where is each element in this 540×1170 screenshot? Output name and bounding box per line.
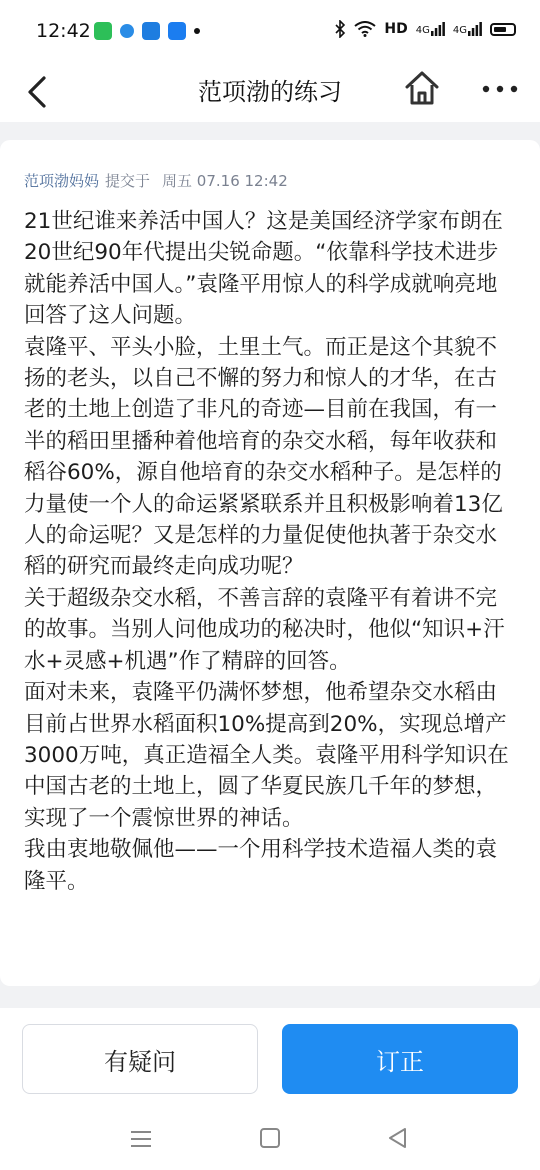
bluetooth-icon [334,20,346,38]
question-button[interactable]: 有疑问 [22,1024,258,1094]
system-navigation-bar [0,1114,540,1170]
system-back-icon[interactable] [386,1126,410,1150]
navigation-bar [0,64,540,122]
status-app-icons [94,22,200,40]
recent-apps-icon[interactable] [130,1130,152,1148]
essay-text: 21世纪谁来养活中国人？这是美国经济学家布朗在20世纪90年代提出尖锐命题。“依靠科学技术进步就能养活中国人。”袁隆平用惊人的科学成就响亮地回答了这人问题。 袁隆平、平头小脸，土里土气。而正是这个其貌不扬的老头，以自己不懈的努力和惊人的才华，在古老的土地上创造了非凡的奇迹—目前在我国，有一半的稻田里播种着他培育的杂交水稻，每年收获和稻谷60%，源自他培育的杂交水稻种子。是怎样的力量使一个人的命运紧紧联系并且积极影响着13亿人的命运呢？又是怎样的力量促使他执著于杂交水稻的研究而最终走向成功呢？ 关于超级杂交水稻，不善言辞的袁隆平有着讲不完的故事。当别人问他成功的秘决时，他似“知识+汗水+灵感+机遇”作了精辟的回答。 面对未来，袁隆平仍满怀梦想，他希望杂交水稻由目前占世界水稻面积10%提高到20%，实现总增产3000万吨，真正造福全人类。袁隆平用科学知识在中国古老的土地上，圆了华夏民族几千年的梦想，实现了一个震惊世界的神话。 我由衷地敬佩他——一个用科学技术造福人类的袁隆平。 [24,209,509,894]
battery-icon [490,23,516,36]
submitter-name: 范项渤妈妈 [24,172,100,190]
signal-bars-icon [431,22,445,36]
home-icon[interactable] [402,68,442,108]
signal-1-label: 4G [415,25,430,36]
status-indicators [334,20,516,38]
signal-bars-icon [468,22,482,36]
hd-label: HD [384,21,408,37]
signal-1 [416,22,445,36]
wifi-icon [354,21,376,37]
more-dots-icon[interactable] [480,74,520,104]
correct-button[interactable]: 订正 [282,1024,518,1094]
status-time: 12:42 [36,20,91,42]
page-title: 范项渤的练习 [198,78,342,106]
alipay-app-icon [142,22,160,40]
essay-card [0,140,540,986]
signal-2 [453,22,482,36]
submit-datetime: 周五 07.16 12:42 [162,172,288,190]
status-bar [0,0,540,64]
system-home-icon[interactable] [260,1128,280,1148]
signal-2-label: 4G [452,25,467,36]
submit-action-label: 提交于 [105,172,151,190]
browser-app-icon [120,24,134,38]
action-bar [0,1008,540,1114]
submission-info [24,170,288,191]
bank-app-icon [94,22,112,40]
navigation-app-icon [168,22,186,40]
notification-dot-icon [194,28,200,34]
